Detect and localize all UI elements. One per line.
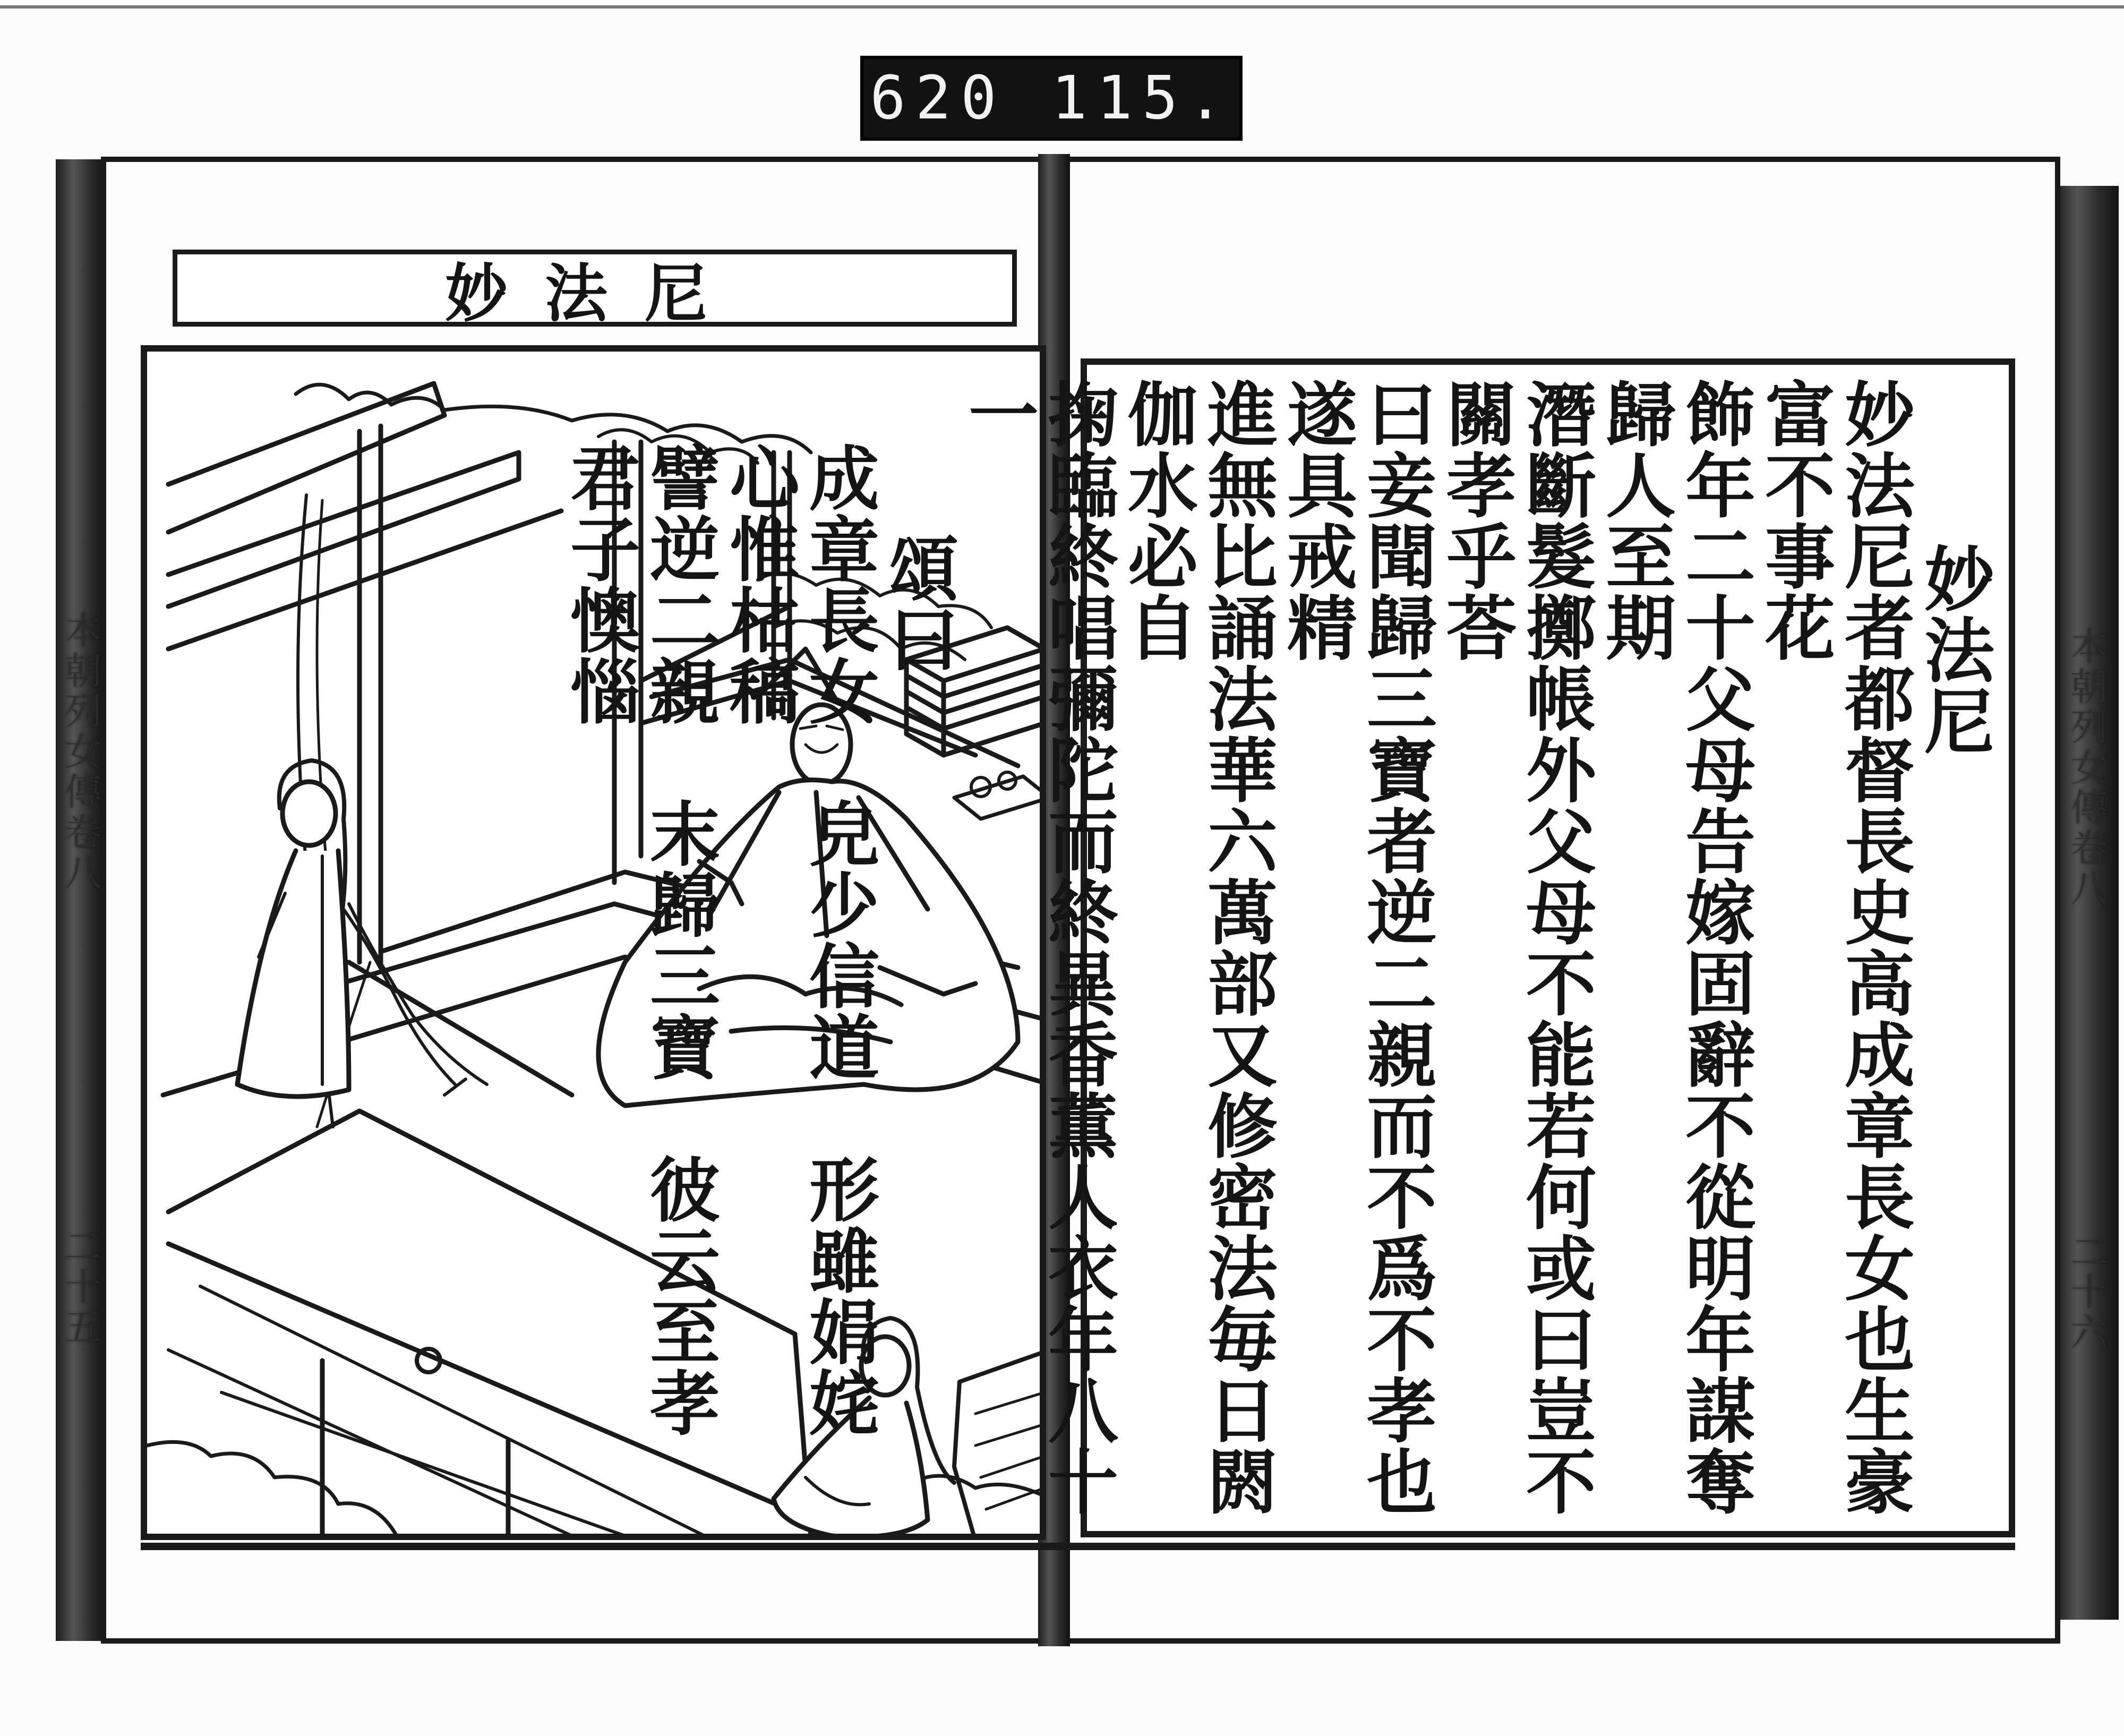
- verse-heading: 頌曰: [877, 532, 959, 674]
- text-column-1: 妙法尼者都督長史高成章長女也生豪富不事花: [1753, 378, 1915, 1517]
- verse-line-1: 成章長女 皃少信道 形雖娟姹 心惟枯稿: [717, 442, 879, 1509]
- bottom-border-rule: [141, 1543, 2015, 1550]
- text-column-5: 進無比誦法華六萬部又修密法毎日閼伽水必自: [1116, 378, 1278, 1517]
- top-edge: [0, 5, 2124, 8]
- right-margin-page-number: 二十六: [2065, 1232, 2108, 1353]
- illustration-title: 妙法尼: [444, 256, 744, 330]
- right-margin-title: 本朝列女傳卷八: [2065, 627, 2108, 909]
- left-margin-title: 本朝列女傳卷八: [58, 611, 102, 893]
- biography-heading: 妙法尼: [1912, 543, 1994, 756]
- verse-line-2: 譬逆二親 末歸三寶 彼云至孝 君子懊惱: [558, 442, 720, 1509]
- text-column-2: 飾年二十父母告嫁固辭不從明年謀奪歸人至期: [1594, 378, 1755, 1517]
- left-margin-page-number: 二十五: [58, 1227, 102, 1348]
- text-column-4: 曰妾聞歸三寶者逆二親而不爲不孝也遂具戒精: [1275, 378, 1437, 1517]
- call-number-text: 620 115.: [870, 64, 1233, 133]
- text-panel: [558, 358, 2015, 1537]
- title-cartouche: [173, 250, 1017, 330]
- vertical-text-columns: [558, 378, 1994, 1518]
- call-number-label: [860, 56, 1243, 141]
- text-column-6: 掬臨終唱彌陀而終異香薫人衣年八十一: [956, 378, 1118, 1517]
- text-column-3: 潛斷髮擲帳外父母不能若何或曰豈不關孝乎荅: [1434, 378, 1596, 1517]
